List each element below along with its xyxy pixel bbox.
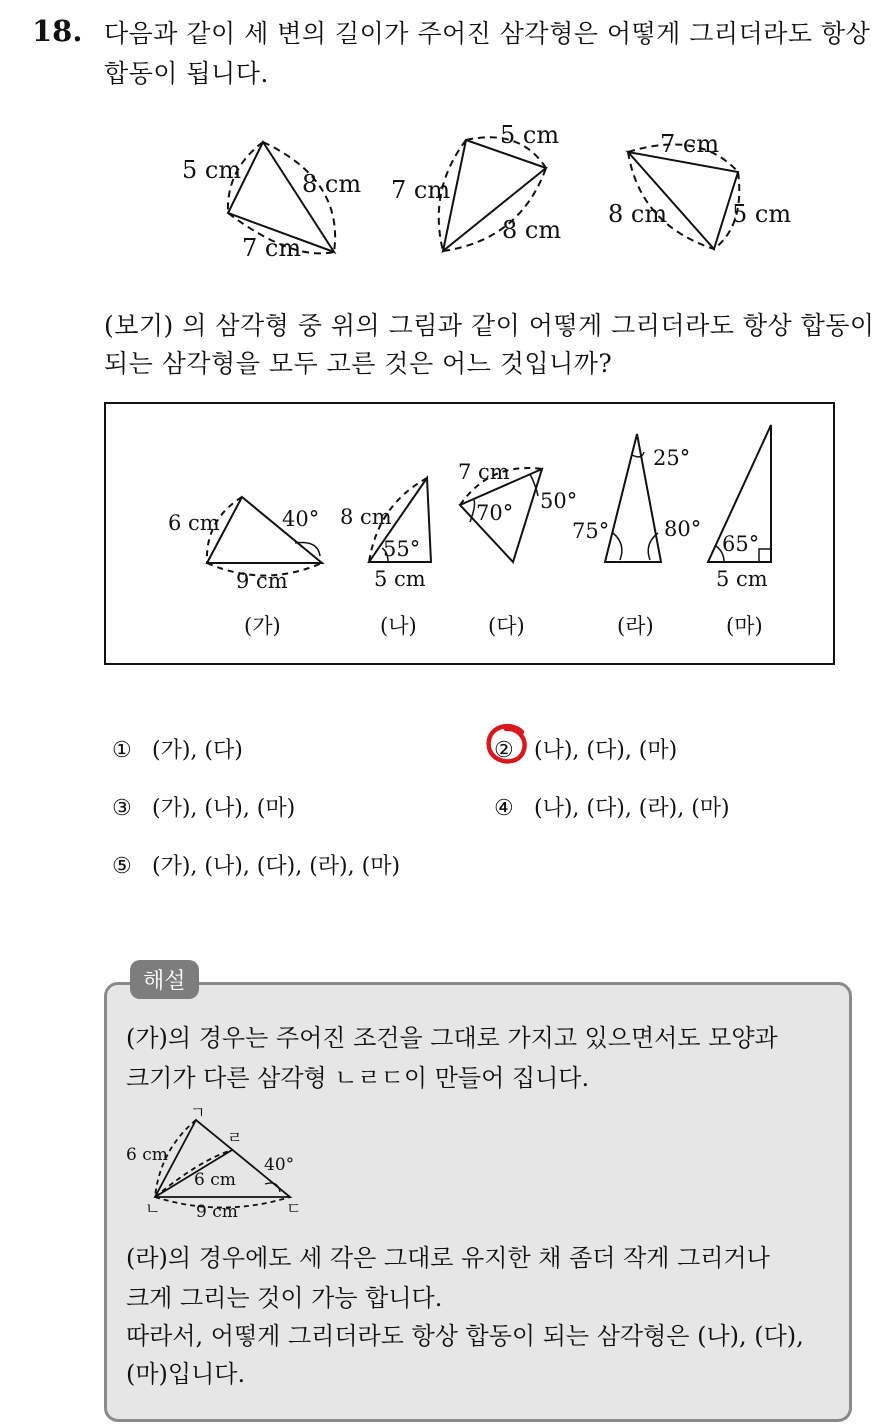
sol-vertex-g: ㄱ — [190, 1103, 206, 1122]
solution-line4: 크게 그리는 것이 가능 합니다. — [126, 1284, 443, 1312]
option-4-text: (나), (다), (라), (마) — [534, 796, 730, 821]
ra-label: (라) — [617, 614, 654, 638]
sol-vertex-n: ㄴ — [145, 1199, 161, 1218]
ra-angle1: 25° — [653, 446, 691, 470]
option-3-text: (가), (나), (마) — [152, 796, 296, 821]
question-text-line1: 다음과 같이 세 변의 길이가 주어진 삼각형은 어떻게 그리더라도 항상 — [104, 19, 871, 48]
ga-angle: 40° — [282, 507, 320, 531]
question-text-line2: 합동이 됩니다. — [104, 59, 269, 88]
option-1[interactable] — [112, 733, 243, 764]
triangle-3 — [628, 144, 739, 249]
t3-side-b: 8 cm — [608, 200, 668, 228]
na-angle: 55° — [383, 537, 421, 561]
t2-side-a: 5 cm — [500, 121, 560, 149]
sss-triangles-figure — [160, 118, 820, 268]
ma-angle: 65° — [722, 532, 760, 556]
option-2-number: ② — [494, 738, 514, 763]
option-5-text: (가), (나), (다), (라), (마) — [152, 854, 401, 879]
t1-side-a: 5 cm — [182, 156, 242, 184]
solution-badge: 해설 — [130, 960, 199, 999]
sol-vertex-d: ㄷ — [286, 1199, 302, 1218]
t2-side-c: 8 cm — [502, 216, 562, 244]
ga-side1: 6 cm — [168, 511, 220, 535]
na-label: (나) — [380, 614, 417, 638]
option-1-number: ① — [112, 738, 132, 763]
option-5-number: ⑤ — [112, 854, 132, 879]
t1-side-b: 8 cm — [302, 170, 362, 198]
example-triangles-figure — [150, 420, 800, 645]
da-angle2: 50° — [540, 489, 578, 513]
t3-side-a: 7 cm — [660, 130, 720, 158]
sol-angle: 40° — [264, 1155, 295, 1175]
question-number: 18. — [32, 14, 83, 48]
question-prompt-line1: (보기) 의 삼각형 중 위의 그림과 같이 어떻게 그리더라도 항상 합동이 — [104, 311, 875, 340]
solution-line2: 크기가 다른 삼각형 ㄴㄹㄷ이 만들어 집니다. — [126, 1064, 590, 1092]
na-side2: 5 cm — [374, 567, 426, 591]
option-4-number: ④ — [494, 796, 514, 821]
ra-angle2: 75° — [572, 519, 610, 543]
answer-circle-mark — [482, 720, 532, 770]
ma-side: 5 cm — [716, 567, 768, 591]
ma-label: (마) — [726, 614, 763, 638]
da-label: (다) — [488, 614, 525, 638]
sol-left-side: 6 cm — [126, 1145, 168, 1165]
sol-base-side: 9 cm — [196, 1202, 238, 1222]
da-side: 7 cm — [458, 460, 510, 484]
solution-line6: (마)입니다. — [126, 1360, 246, 1388]
option-1-text: (가), (다) — [152, 738, 243, 763]
ga-side2: 9 cm — [236, 569, 288, 593]
t2-side-b: 7 cm — [391, 176, 451, 204]
option-3[interactable] — [112, 791, 295, 822]
ga-label: (가) — [244, 614, 281, 638]
t3-side-c: 5 cm — [732, 200, 792, 228]
option-3-number: ③ — [112, 796, 132, 821]
option-2-text: (나), (다), (마) — [534, 738, 678, 763]
t1-side-c: 7 cm — [242, 234, 302, 262]
option-5[interactable] — [112, 849, 400, 880]
solution-line3: (라)의 경우에도 세 각은 그대로 유지한 채 좀더 작게 그리거나 — [126, 1244, 770, 1272]
sol-vertex-r: ㄹ — [227, 1128, 243, 1147]
da-angle1: 70° — [476, 501, 514, 525]
solution-line1: (가)의 경우는 주어진 조건을 그대로 가지고 있으면서도 모양과 — [126, 1024, 778, 1052]
solution-figure — [120, 1100, 310, 1225]
question-prompt-line2: 되는 삼각형을 모두 고른 것은 어느 것입니까? — [104, 349, 613, 378]
na-side1: 8 cm — [340, 505, 392, 529]
option-4[interactable] — [494, 791, 730, 822]
solution-line5: 따라서, 어떻게 그리더라도 항상 합동이 되는 삼각형은 (나), (다), — [126, 1322, 804, 1350]
ra-angle3: 80° — [664, 517, 702, 541]
sol-mid-side: 6 cm — [194, 1170, 236, 1190]
